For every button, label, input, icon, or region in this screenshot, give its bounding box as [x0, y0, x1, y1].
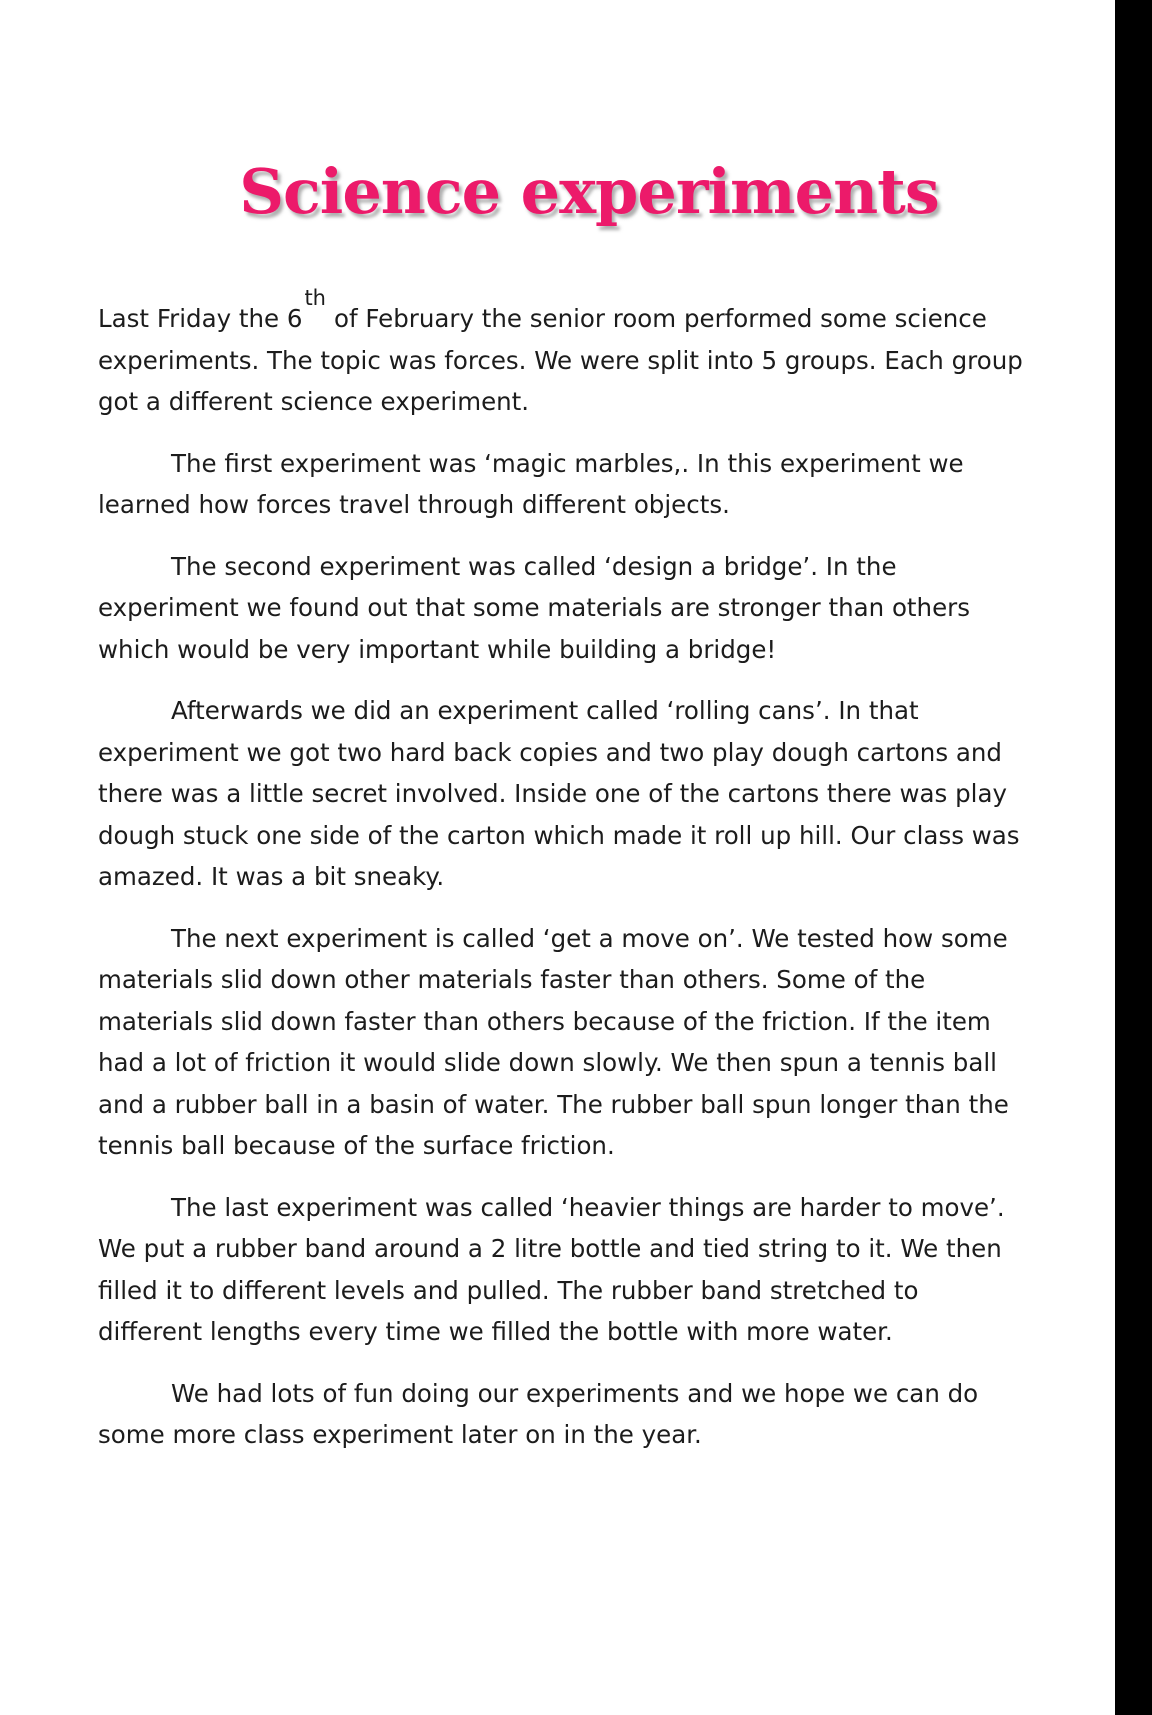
- intro-text-end: of February the senior room performed some science experiments. The topic was forces. We were split into 5 groups. Each group got a different science experiment.: [98, 304, 1023, 416]
- paragraph-conclusion: We had lots of fun doing our experiments and we hope we can do some more class experiment later on in the year.: [98, 1378, 979, 1449]
- intro-paragraph: [98, 286, 1028, 423]
- intro-text-start: Last Friday the 6: [98, 304, 303, 333]
- ordinal-suffix: th: [304, 286, 326, 310]
- paragraph-magic-marbles: The first experiment was ‘magic marbles,. In this experiment we learned how forces travel through different objects.: [98, 448, 964, 519]
- paragraph-rolling-cans: Afterwards we did an experiment called ‘rolling cans’. In that experiment we got two hard back copies and two play dough cartons and there was a little secret involved. Inside one of the cartons there was play dough stuck one side of the carton which made it roll up hill. Our class was amazed. It was a bit sneaky.: [98, 696, 1020, 891]
- page-title: Science experiments: [239, 155, 939, 228]
- page-gutter: [1101, 0, 1115, 1715]
- article-body: [98, 286, 1028, 1476]
- paragraph-get-a-move-on: The next experiment is called ‘get a move on’. We tested how some materials slid down other materials faster than others. Some of the materials slid down faster than others because of the friction. If the item had a lot of friction it would slide down slowly. We then spun a tennis ball and a rubber ball in a basin of water. The rubber ball spun longer than the tennis ball because of the surface friction.: [98, 923, 1009, 1160]
- paragraph-heavier-things: The last experiment was called ‘heavier things are harder to move’. We put a rubber band around a 2 litre bottle and tied string to it. We then filled it to different levels and pulled. The rubber band stretched to different lengths every time we filled the bottle with more water.: [98, 1192, 1005, 1346]
- paragraph-design-a-bridge: The second experiment was called ‘design a bridge’. In the experiment we found out that some materials are stronger than others which would be very important while building a bridge!: [98, 551, 970, 664]
